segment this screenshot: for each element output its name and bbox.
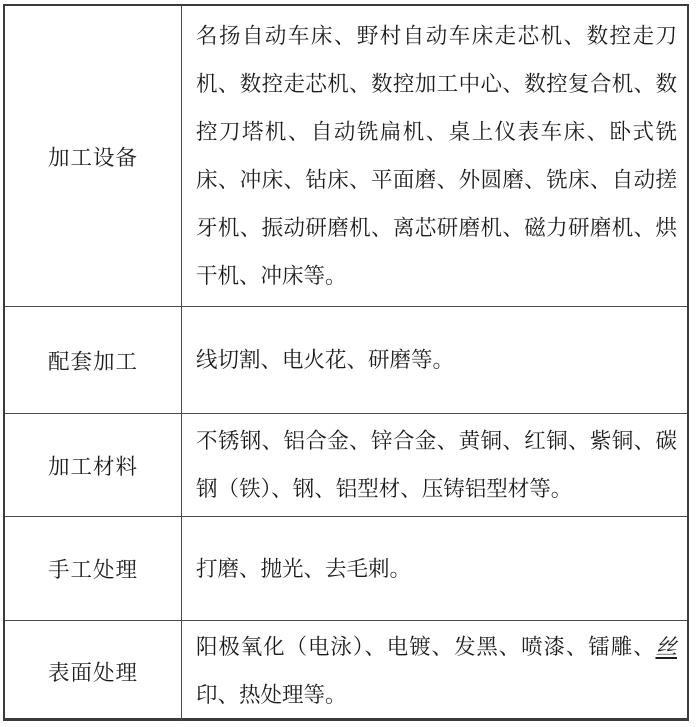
table-row-manual-processing	[5, 516, 687, 620]
row-label-cell	[5, 517, 182, 620]
row-label-cell	[5, 414, 182, 516]
row-label-cell	[5, 307, 182, 413]
row-label-cell	[5, 6, 182, 306]
row-content-cell	[182, 621, 687, 721]
table-row-surface-treatment	[5, 620, 687, 721]
row-label-cell	[5, 621, 182, 721]
table-row-processing-materials	[5, 413, 687, 516]
row-content-cell	[182, 517, 687, 620]
row-label: 加工设备	[47, 145, 138, 170]
row-content-text: 不锈钢、铝合金、锌合金、黄铜、红铜、紫铜、碳钢（铁）、钢、铝型材、压铸铝型材等。	[196, 429, 677, 501]
row-content-text: 线切割、电火花、研磨等。	[196, 348, 455, 372]
surface-treatment-text-after: 印、热处理等。	[196, 683, 347, 707]
capabilities-table	[3, 4, 689, 721]
table-row-supporting-processing	[5, 306, 687, 413]
table-row-processing-equipment	[5, 6, 687, 306]
row-label: 配套加工	[47, 349, 138, 374]
row-label: 加工材料	[47, 454, 138, 479]
row-content-cell	[182, 6, 687, 306]
row-label: 表面处理	[47, 660, 138, 685]
surface-treatment-text-before: 阳极氧化（电泳）、电镀、发黑、喷漆、镭雕、	[196, 635, 656, 659]
row-content-cell	[182, 414, 687, 516]
surface-treatment-text-emphasized: 丝	[655, 635, 677, 659]
row-label: 手工处理	[47, 558, 138, 582]
row-content-text: 名扬自动车床、野村自动车床走芯机、数控走刀机、数控走芯机、数控加工中心、数控复合机、数控刀塔机、自动铣扁机、桌上仪表车床、卧式铣床、冲床、钻床、平面磨、外圆磨、铣床、自动搓牙机、振动研磨机、离芯研磨机、磁力研磨机、烘干机、冲床等。	[196, 24, 677, 288]
row-content-text: 打磨、抛光、去毛刺。	[196, 556, 412, 581]
row-content-cell	[182, 307, 687, 413]
row-content-text	[196, 623, 677, 719]
